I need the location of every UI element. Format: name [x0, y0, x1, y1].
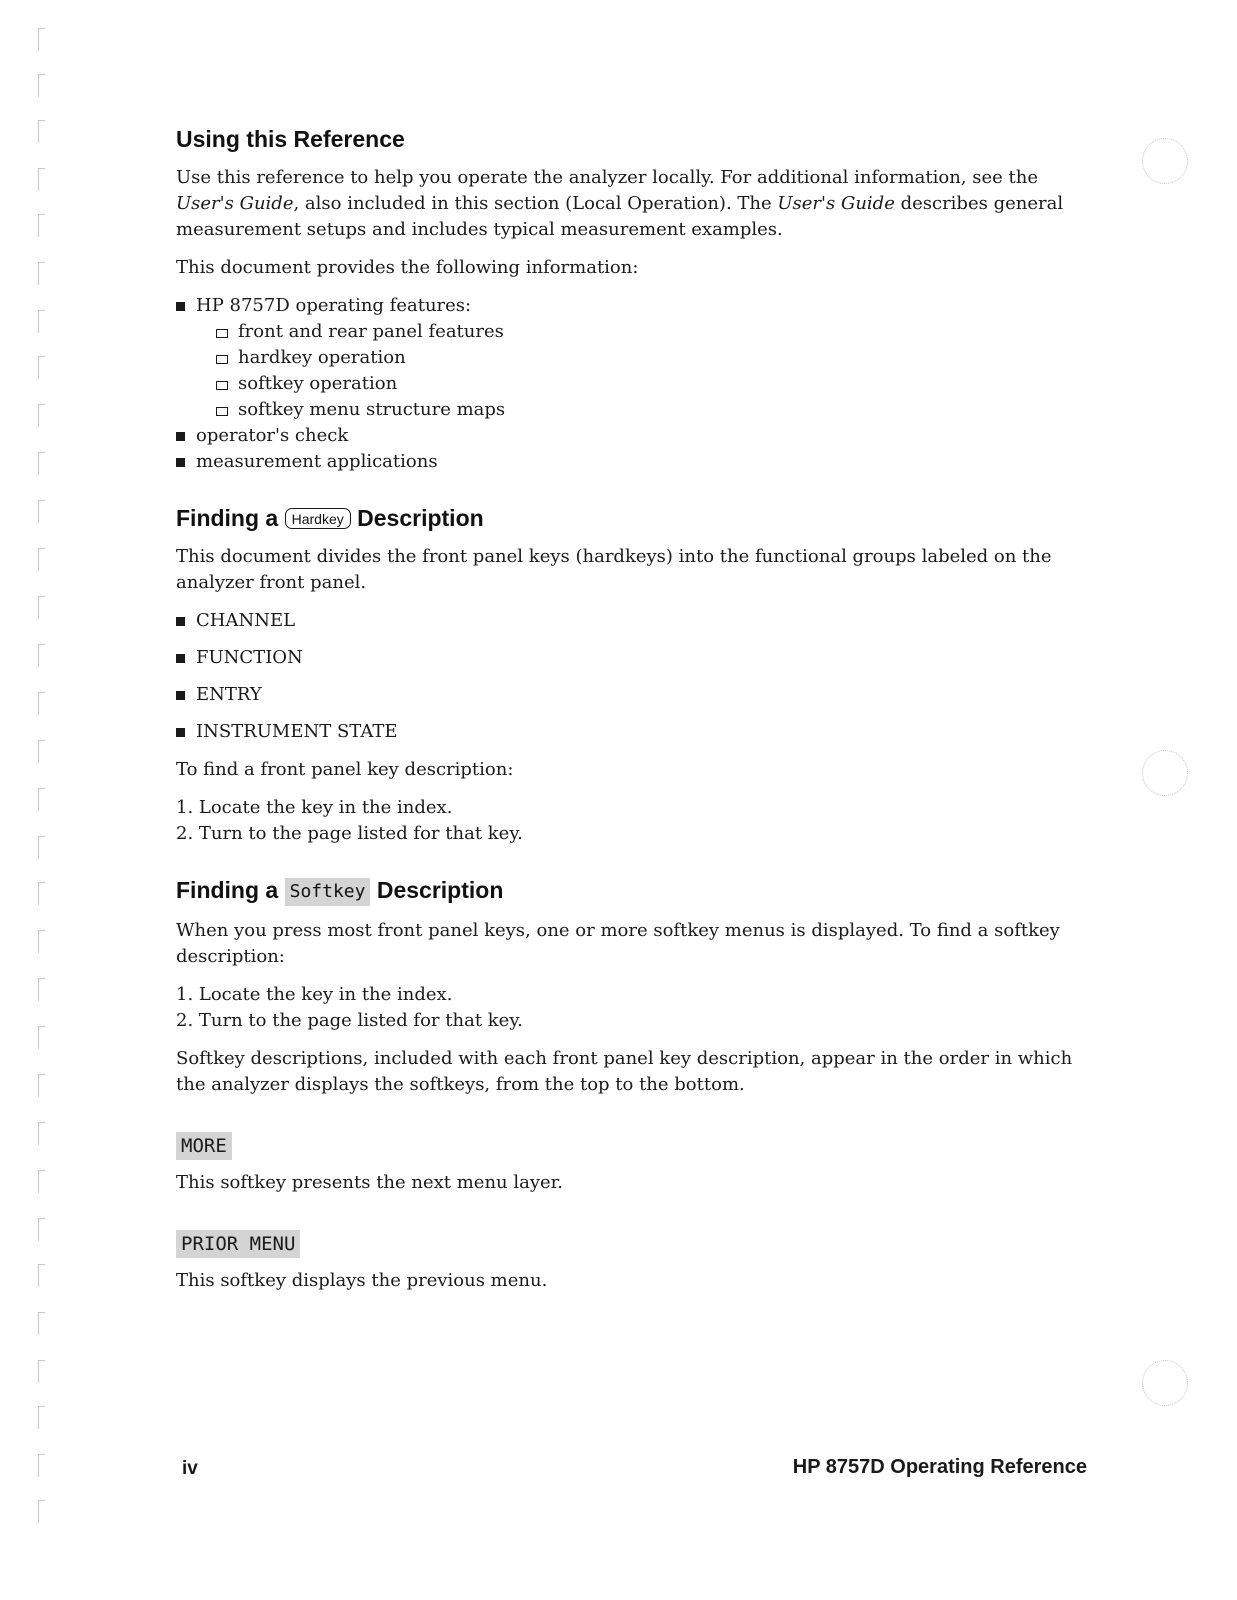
step-item: 1. Locate the key in the index.	[176, 984, 453, 1005]
binding-mark	[38, 1122, 45, 1145]
punch-hole	[1142, 138, 1188, 184]
section-heading-softkey	[176, 877, 1081, 906]
open-square-bullet-icon	[216, 381, 228, 390]
softkey-label: Softkey	[285, 878, 371, 906]
binding-mark	[38, 740, 45, 763]
bullet-square-icon	[176, 617, 185, 626]
list-item	[176, 608, 1081, 634]
binding-mark	[38, 214, 45, 237]
heading-text: Description	[376, 877, 504, 903]
list-item	[176, 423, 1081, 449]
binding-mark	[38, 882, 45, 905]
sub-list-item-label: softkey menu structure maps	[238, 399, 506, 420]
list-item	[176, 682, 1081, 708]
heading-text: Description	[357, 505, 484, 531]
list-item-label: measurement applications	[196, 451, 438, 472]
sub-list-item	[216, 397, 1081, 423]
step-item: 2. Turn to the page listed for that key.	[176, 1010, 523, 1031]
group-label: INSTRUMENT STATE	[196, 721, 398, 742]
intro-text: , also included in this section (Local Operation). The	[293, 193, 778, 214]
heading-text: Finding a	[176, 877, 279, 903]
hardkey-label: Hardkey	[285, 508, 351, 529]
step-item: 1. Locate the key in the index.	[176, 797, 453, 818]
punch-hole	[1142, 750, 1188, 796]
hardkey-intro: This document divides the front panel keys (hardkeys) into the functional groups labeled on the analyzer front panel.	[176, 546, 1052, 593]
binding-mark	[38, 452, 45, 475]
binding-mark	[38, 74, 45, 97]
provides-paragraph: This document provides the following information:	[176, 257, 639, 278]
users-guide-ref: User's Guide	[777, 193, 895, 214]
binding-mark	[38, 168, 45, 191]
heading-text: Finding a	[176, 505, 279, 531]
binding-mark	[38, 548, 45, 571]
binding-mark	[38, 1074, 45, 1097]
bullet-square-icon	[176, 432, 185, 441]
list-item	[176, 293, 1081, 423]
binding-mark	[38, 500, 45, 523]
sub-list-item	[216, 371, 1081, 397]
binding-mark	[38, 1026, 45, 1049]
list-item	[176, 645, 1081, 671]
binding-mark	[38, 978, 45, 1001]
step-item: 2. Turn to the page listed for that key.	[176, 823, 523, 844]
list-item	[176, 449, 1081, 475]
group-label: FUNCTION	[196, 647, 303, 668]
binding-mark	[38, 28, 45, 51]
binding-mark	[38, 1360, 45, 1383]
open-square-bullet-icon	[216, 355, 228, 364]
sub-list-item	[216, 319, 1081, 345]
binding-mark	[38, 356, 45, 379]
softkey-steps	[176, 982, 1081, 1034]
bullet-square-icon	[176, 458, 185, 467]
sub-list-item	[216, 345, 1081, 371]
open-square-bullet-icon	[216, 407, 228, 416]
find-hardkey-text: To find a front panel key description:	[176, 759, 514, 780]
binding-mark	[38, 1312, 45, 1335]
binding-mark	[38, 930, 45, 953]
intro-text: Use this reference to help you operate the analyzer locally. For additional information, see the	[176, 167, 1038, 188]
sub-list-item-label: front and rear panel features	[238, 321, 504, 342]
sub-list-item-label: hardkey operation	[238, 347, 406, 368]
intro-text: describes general measurement setups and includes typical measurement examples.	[176, 193, 1064, 240]
binding-mark	[38, 1454, 45, 1477]
footer-title: HP 8757D Operating Reference	[792, 1456, 1087, 1478]
features-sublist	[196, 319, 1081, 423]
binding-mark	[38, 644, 45, 667]
bullet-square-icon	[176, 654, 185, 663]
open-square-bullet-icon	[216, 329, 228, 338]
punch-hole	[1142, 1360, 1188, 1406]
bullet-square-icon	[176, 728, 185, 737]
binding-mark	[38, 120, 45, 143]
softkey-more-label: MORE	[176, 1132, 232, 1160]
list-item-label: HP 8757D operating features:	[196, 295, 472, 316]
page-number: iv	[182, 1458, 198, 1479]
sub-list-item-label: softkey operation	[238, 373, 398, 394]
softkey-prior-menu-label: PRIOR MENU	[176, 1230, 300, 1258]
group-label: CHANNEL	[196, 610, 296, 631]
softkey-more-description: This softkey presents the next menu layer.	[176, 1172, 564, 1193]
list-item-label: operator's check	[196, 425, 349, 446]
binding-mark	[38, 596, 45, 619]
bullet-square-icon	[176, 691, 185, 700]
binding-mark	[38, 404, 45, 427]
binding-mark	[38, 788, 45, 811]
binding-mark	[38, 1170, 45, 1193]
binding-edge	[30, 0, 60, 1600]
binding-mark	[38, 1406, 45, 1429]
users-guide-ref: User's Guide	[176, 193, 294, 214]
functional-groups-list	[176, 608, 1081, 745]
binding-mark	[38, 1264, 45, 1287]
page-content	[176, 126, 1081, 1306]
softkey-order-paragraph: Softkey descriptions, included with each front panel key description, appear in the order in which the analyzer displays the softkeys, from the top to the bottom.	[176, 1048, 1073, 1095]
softkey-intro: When you press most front panel keys, one or more softkey menus is displayed. To find a softkey description:	[176, 920, 1060, 967]
binding-mark	[38, 310, 45, 333]
intro-paragraph	[176, 165, 1081, 243]
list-item	[176, 719, 1081, 745]
softkey-prior-menu-description: This softkey displays the previous menu.	[176, 1270, 548, 1291]
section-heading-using-reference: Using this Reference	[176, 126, 405, 152]
binding-mark	[38, 262, 45, 285]
binding-mark	[38, 1218, 45, 1241]
binding-mark	[38, 692, 45, 715]
section-heading-hardkey	[176, 505, 1081, 532]
binding-mark	[38, 836, 45, 859]
info-list	[176, 293, 1081, 475]
hardkey-steps	[176, 795, 1081, 847]
bullet-square-icon	[176, 302, 185, 311]
group-label: ENTRY	[196, 684, 262, 705]
binding-mark	[38, 1500, 45, 1523]
